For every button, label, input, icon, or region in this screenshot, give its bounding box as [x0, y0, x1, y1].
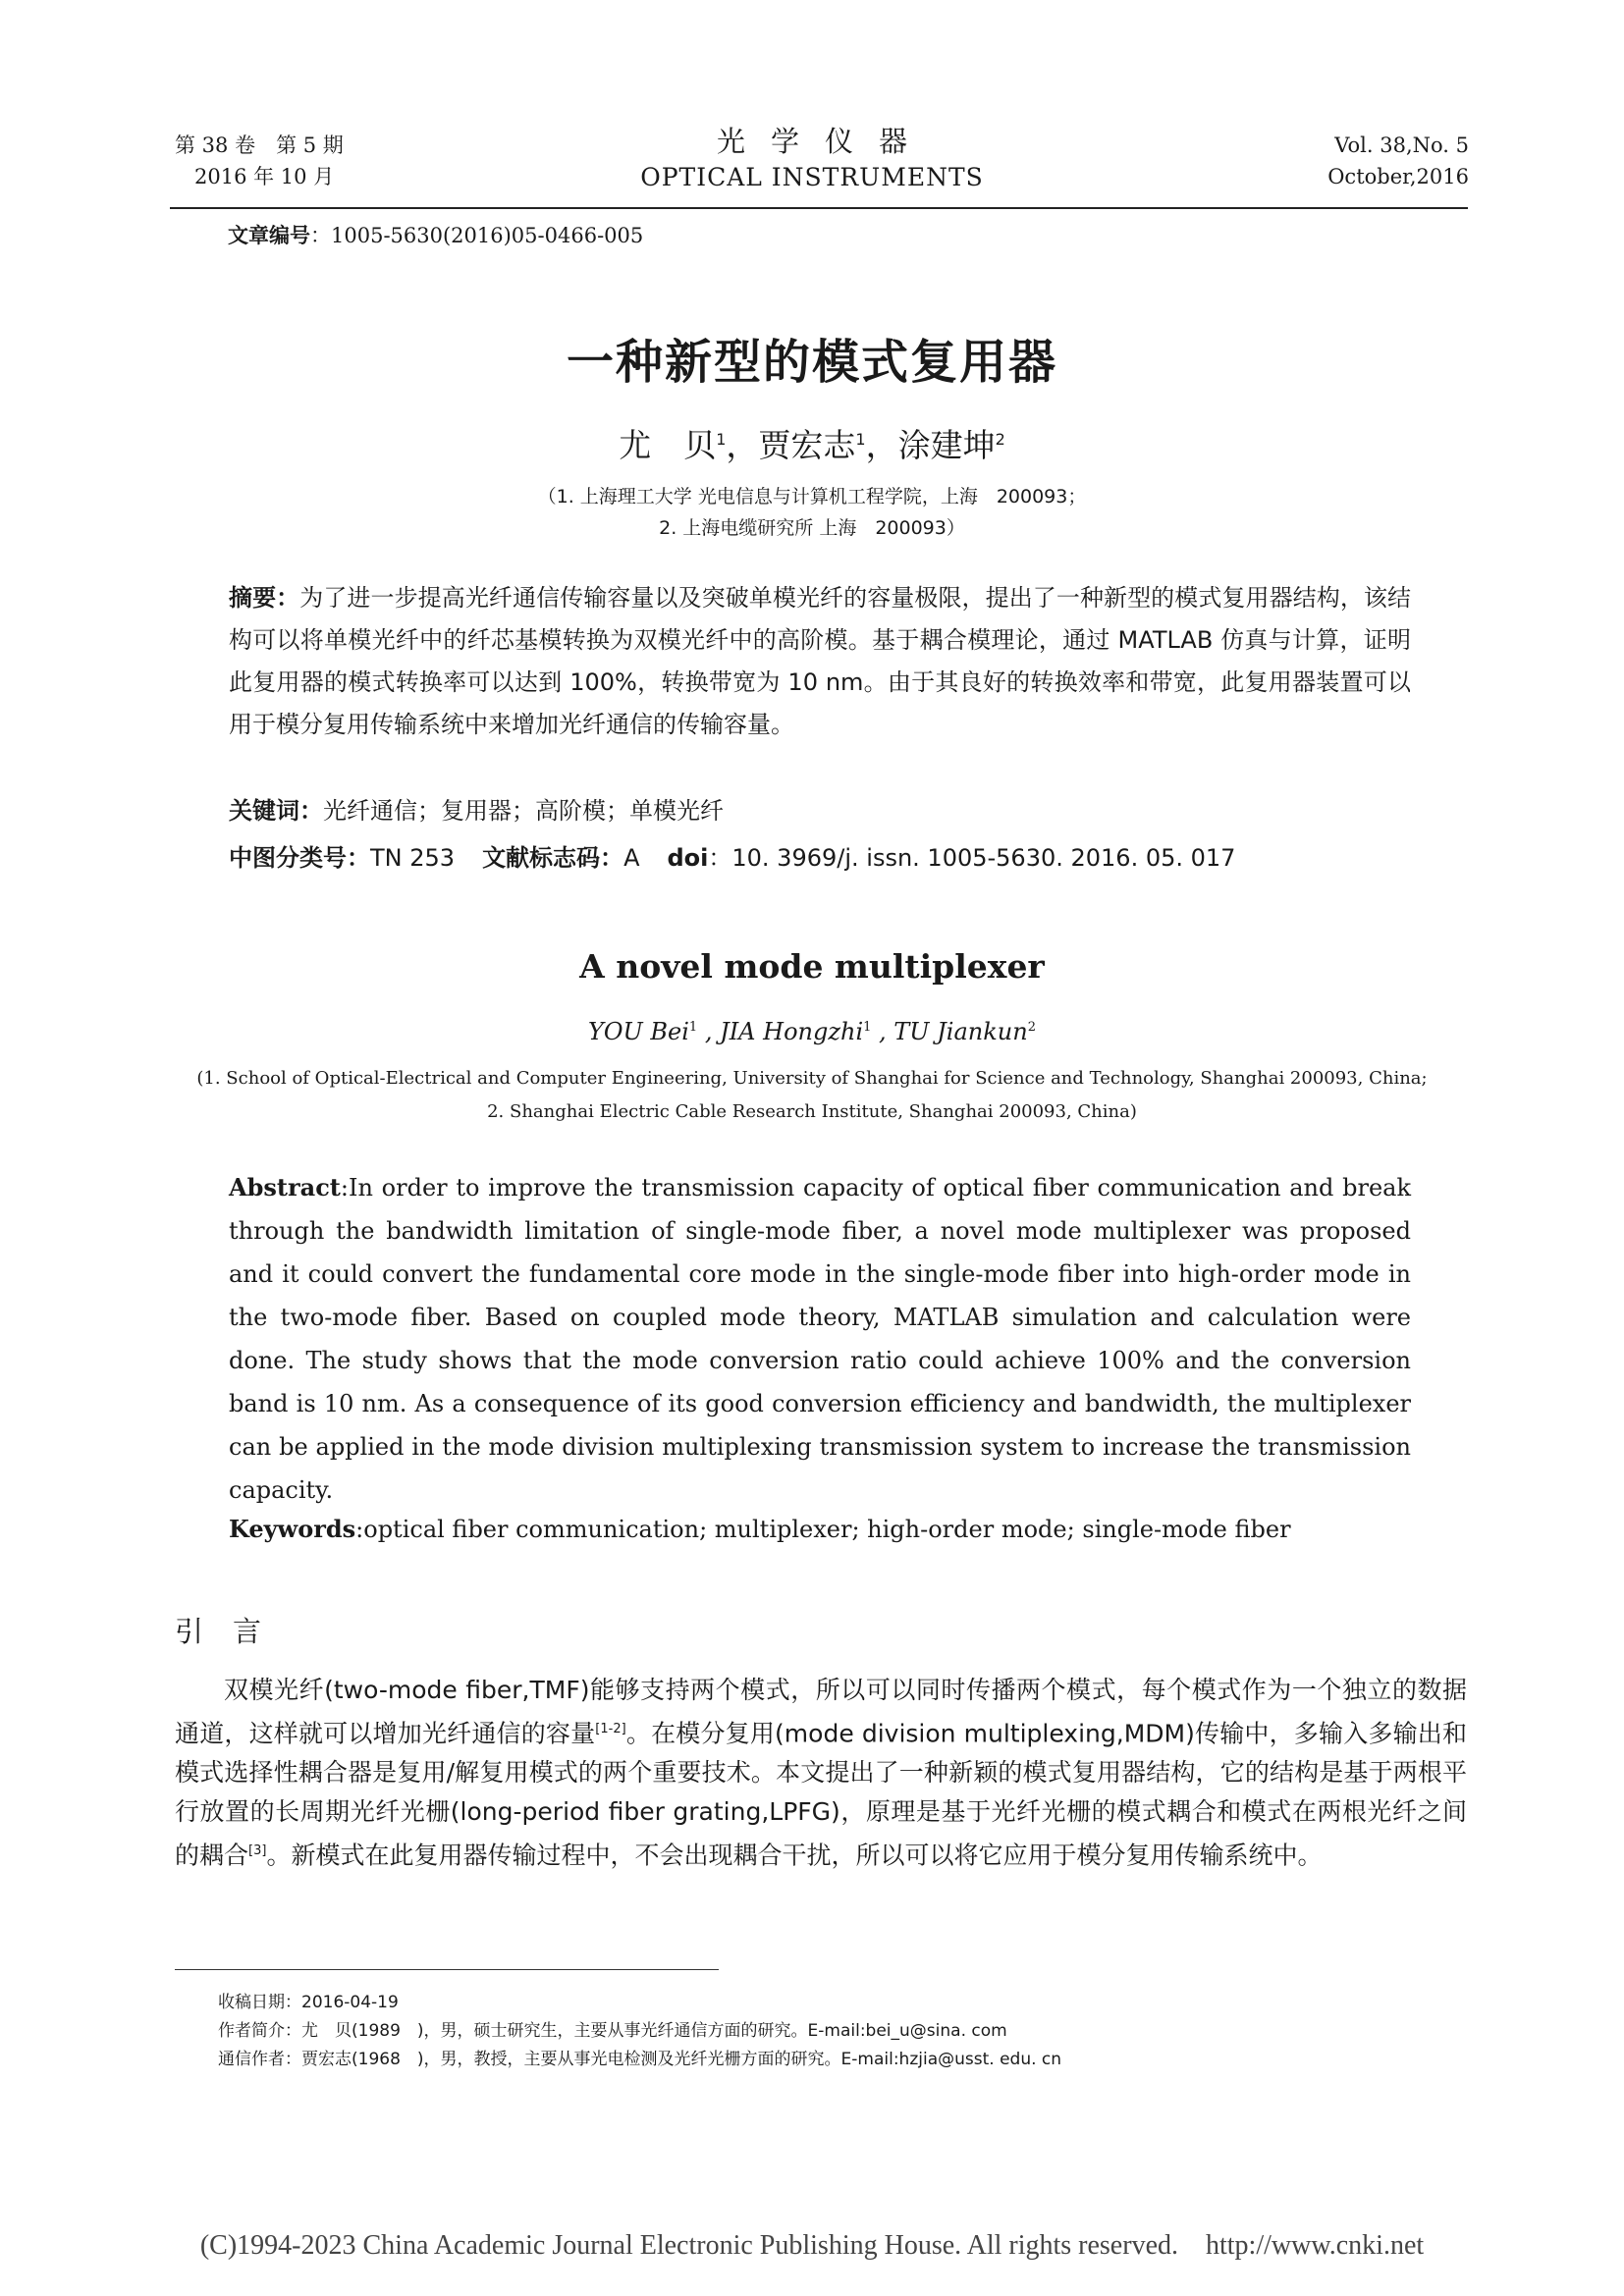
affiliations-en: [0, 1062, 1624, 1129]
header-rule: [170, 207, 1468, 209]
intro-text: 。新模式在此复用器传输过程中，不会出现耦合干扰，所以可以将它应用于模分复用传输系统中。: [266, 1841, 1323, 1870]
author-separator: ，: [726, 426, 759, 464]
author-affiliation-mark: 1: [688, 1020, 698, 1035]
citation-ref[interactable]: [3]: [248, 1843, 267, 1859]
footnote-author-bio: 作者简介：尤 贝(1989 )，男，硕士研究生，主要从事光纤通信方面的研究。E-mail:bei_u@sina. com: [218, 2021, 1007, 2041]
author-name-en: JIA Hongzhi: [720, 1018, 864, 1045]
citation-ref[interactable]: [1-2]: [595, 1722, 626, 1736]
abstract-zh: [229, 577, 1411, 746]
author-affiliation-mark: 2: [1027, 1020, 1036, 1035]
keywords-zh: [229, 793, 724, 828]
affiliation-line: 2. 上海电缆研究所 上海 200093）: [659, 517, 965, 539]
abstract-zh-text: 为了进一步提高光纤通信传输容量以及突破单模光纤的容量极限，提出了一种新型的模式复用器结构，该结构可以将单模光纤中的纤芯基模转换为双模光纤中的高阶模。基于耦合模理论，通过 MATLAB 仿真与计算，证明此复用器的模式转换率可以达到 100%，转换带宽为 10 nm。由于其良好的转换效率和带宽，此复用器装置可以用于模分复用传输系统中来增加光纤通信的传输容量。: [229, 584, 1412, 738]
doc-code-label: 文献标志码：: [482, 844, 624, 872]
affiliation-line-en: 2. Shanghai Electric Cable Research Institute, Shanghai 200093, China): [487, 1101, 1137, 1122]
issue-date-en: October,2016: [1327, 165, 1469, 188]
doi-label: doi: [667, 844, 709, 872]
footnotes: [218, 1989, 1061, 2074]
classification-line: [229, 840, 1235, 876]
section-heading-intro: 引言: [175, 1615, 292, 1648]
affiliations-zh: [0, 481, 1624, 544]
footnote-received: 收稿日期：2016-04-19: [218, 1993, 399, 2012]
clc-value: TN 253: [370, 844, 456, 872]
author-separator: ，: [865, 426, 898, 464]
keywords-zh-label: 关键词：: [229, 797, 323, 825]
issue-volume-en: Vol. 38,No. 5: [1334, 133, 1469, 157]
author-affiliation-mark: 1: [716, 430, 727, 449]
author-affiliation-mark: 1: [863, 1020, 872, 1035]
doi-value: ：10. 3969/j. issn. 1005-5630. 2016. 05. 017: [708, 844, 1236, 872]
paper-title-zh: 一种新型的模式复用器: [566, 335, 1057, 390]
author-name: 涂建坤: [897, 426, 996, 464]
footnote-rule: [175, 1969, 719, 1970]
author-name: 尤 贝: [619, 426, 717, 464]
article-number-label: 文章编号: [228, 223, 310, 247]
footnote-corresponding: 通信作者：贾宏志(1968 )，男，教授，主要从事光电检测及光纤光栅方面的研究。E-mail:hzjia@usst. edu. cn: [218, 2050, 1062, 2069]
abstract-en-text: :In order to improve the transmission capacity of optical fiber communication and break through the bandwidth limitation of single-mode fiber, a novel mode multiplexer was proposed and it could convert the fundamental core mode in the single-mode fiber into high-order mode in the two-mode fiber. Based on coupled mode theory, MATLAB simulation and calculation were done. The study shows that the mode conversion ratio could achieve 100% and the conversion band is 10 nm. As a consequence of its good conversion efficiency and bandwidth, the multiplexer can be applied in the mode division multiplexing transmission system to increase the transmission capacity.: [229, 1174, 1411, 1504]
keywords-en-text: :optical fiber communication; multiplexer; high-order mode; single-mode fiber: [355, 1516, 1291, 1543]
author-affiliation-mark: 1: [855, 430, 866, 449]
issue-date: 2016 年 10 月: [194, 165, 335, 188]
copyright-notice: [0, 2230, 1624, 2262]
keywords-en-label: Keywords: [229, 1515, 356, 1543]
author-name-en: TU Jiankun: [893, 1018, 1028, 1045]
cnki-link[interactable]: http://www.cnki.net: [1206, 2230, 1425, 2261]
author-name: 贾宏志: [758, 426, 856, 464]
paper-title-en: A novel mode multiplexer: [579, 947, 1045, 986]
article-number: [228, 220, 643, 249]
abstract-en-label: Abstract: [229, 1173, 341, 1201]
abstract-zh-label: 摘要：: [229, 584, 300, 612]
author-separator: ,: [871, 1018, 894, 1045]
issue-volume: 第 38 卷 第 5 期: [175, 133, 344, 157]
keywords-en: [229, 1512, 1291, 1547]
clc-label: 中图分类号：: [229, 844, 370, 872]
issue-info-en: [1327, 130, 1469, 192]
abstract-en: [229, 1166, 1411, 1512]
author-name-en: YOU Bei: [588, 1018, 689, 1045]
affiliation-line-en: (1. School of Optical-Electrical and Computer Engineering, University of Shanghai for Science and Technology, Shanghai 200093, China;: [196, 1068, 1428, 1089]
journal-name-zh: 光学仪器: [716, 125, 933, 158]
copyright-text: (C)1994-2023 China Academic Journal Electronic Publishing House. All rights reserved.: [199, 2230, 1178, 2261]
author-list-zh: [0, 420, 1624, 466]
author-affiliation-mark: 2: [995, 430, 1005, 449]
intro-text: 。在模分复用(mode division multiplexing,MDM)传输中，多输入多输出和模式选择性耦合器是复用/解复用模式的两个重要技术。本文提出了一种新颖的模式复用器结构，它的结构是基于两根平行放置的长周期光纤光栅(long-period fiber grating,LPFG)，原理是基于光纤光栅的模式耦合和模式在两根光纤之间的耦合: [175, 1719, 1467, 1870]
doc-code-value: A: [623, 844, 640, 872]
intro-text: 双模光纤(two-mode fiber,TMF)能够支持两个模式，所以可以同时传播两个模式，每个模式作为一个独立的数据通道，这样就可以增加光纤通信的容量: [175, 1676, 1467, 1748]
affiliation-line: （1. 上海理工大学 光电信息与计算机工程学院，上海 200093；: [537, 486, 1087, 507]
article-number-value: ：1005-5630(2016)05-0466-005: [310, 224, 644, 247]
author-separator: ,: [697, 1018, 721, 1045]
keywords-zh-text: 光纤通信；复用器；高阶模；单模光纤: [323, 797, 724, 825]
author-list-en: [0, 1018, 1624, 1045]
intro-paragraph: [175, 1671, 1467, 1876]
journal-name-en: OPTICAL INSTRUMENTS: [640, 163, 984, 191]
